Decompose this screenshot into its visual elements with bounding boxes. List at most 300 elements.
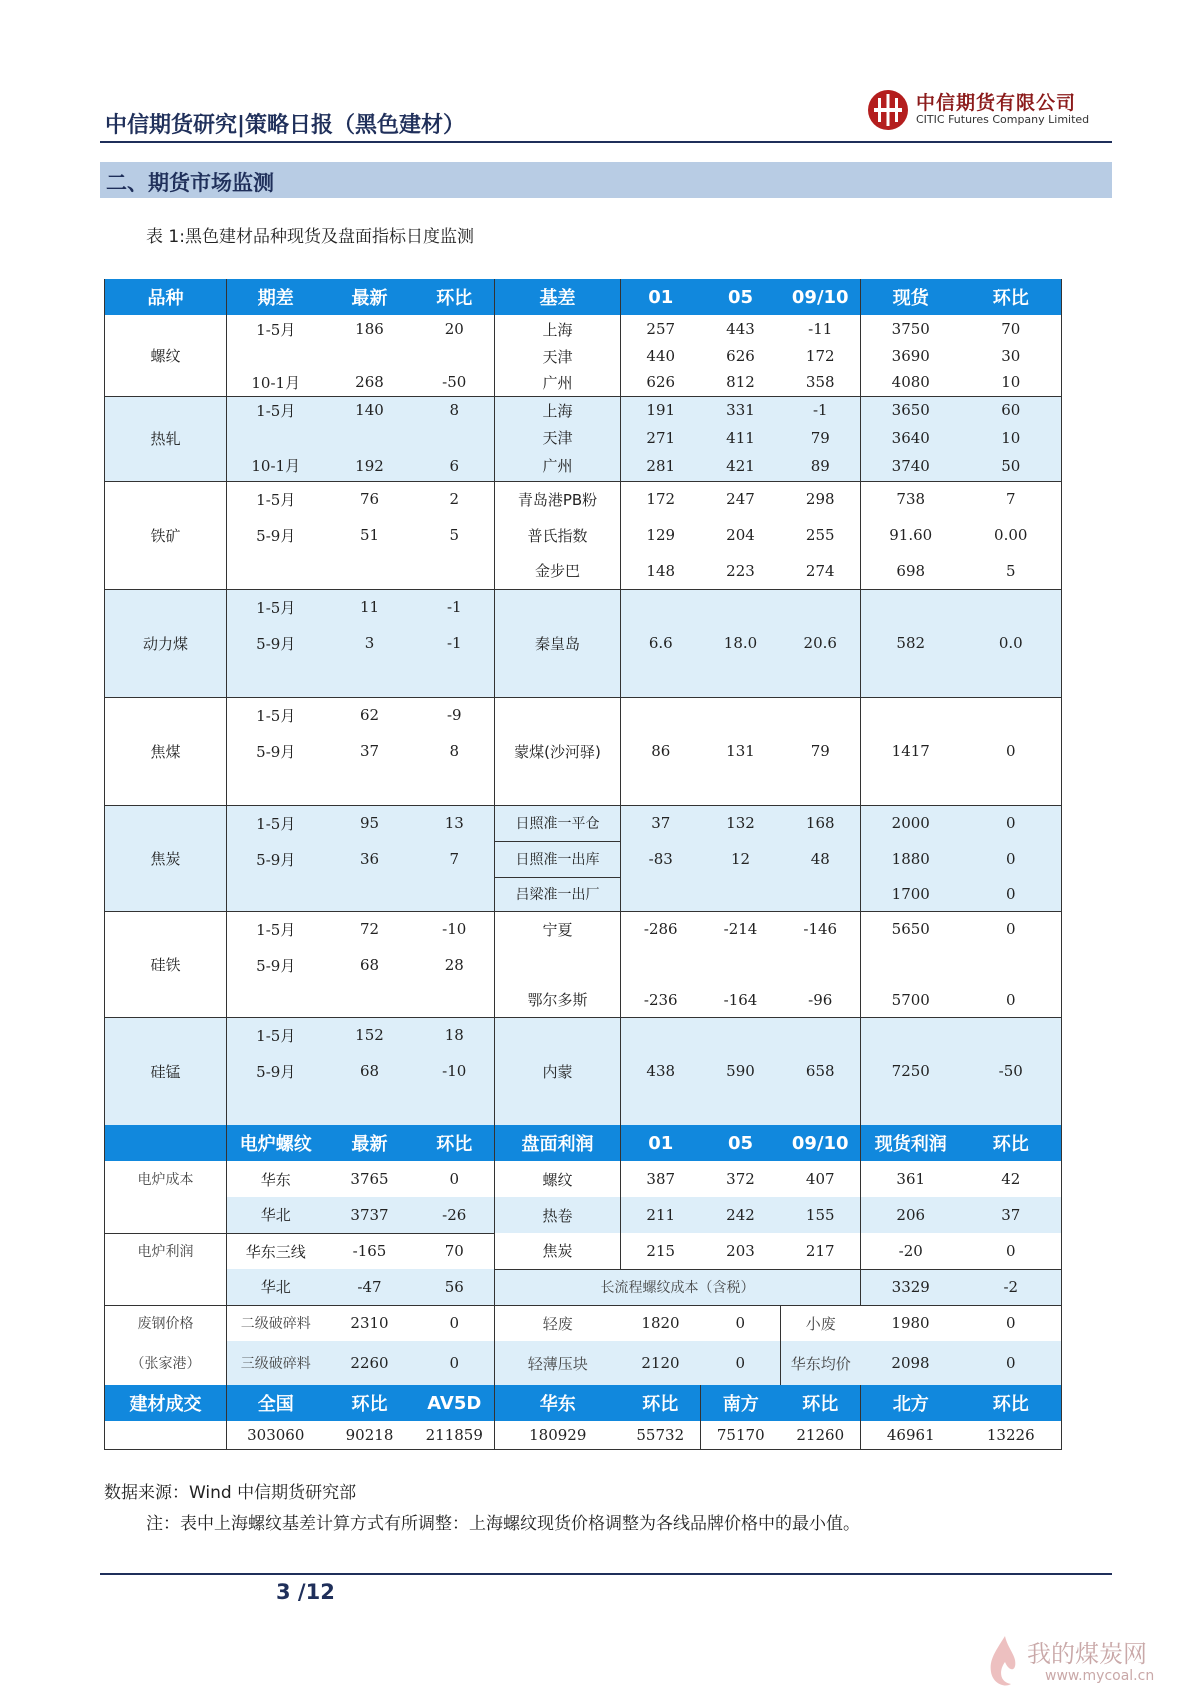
margin-spot: -20 — [861, 1233, 961, 1269]
spread-latest — [325, 424, 415, 451]
table-row — [105, 1233, 1062, 1269]
basis-0910: -1 — [781, 396, 861, 424]
table-row — [105, 1197, 1062, 1233]
header-basis: 基差 — [495, 279, 621, 315]
basis-01: 271 — [646, 428, 676, 447]
margin-0910: 155 — [781, 1197, 861, 1233]
spread-label: 10-1月 — [227, 369, 325, 396]
scrap-change: 0 — [961, 1341, 1062, 1385]
spread-latest: 36 — [359, 850, 380, 868]
table-note: 注：表中上海螺纹基差计算方式有所调整：上海螺纹现货价格调整为各线品牌价格中的最小值。 — [146, 1514, 860, 1534]
variety-hrc: 热轧 — [105, 396, 227, 481]
trade-values-row — [105, 1421, 1062, 1449]
spread-label: 1-5月 — [256, 320, 296, 339]
basis-0910: -146 — [781, 911, 861, 947]
spot-change: 0 — [961, 877, 1062, 911]
scrap-price: 2120 — [641, 1354, 680, 1372]
header-spot: 现货 — [861, 279, 961, 315]
table-row — [105, 911, 1062, 947]
spread-change: 20 — [415, 315, 495, 343]
basis-location — [495, 947, 621, 983]
eaf-change: 70 — [415, 1233, 495, 1269]
spot-change: 70 — [961, 315, 1062, 343]
spread-change: -50 — [415, 369, 495, 396]
spread-change: 7 — [415, 841, 495, 877]
variety-ferrosilicon: 硅铁 — [105, 911, 227, 1017]
margin-05: 242 — [726, 1206, 755, 1224]
scrap-price: 2260 — [350, 1354, 389, 1372]
spread-latest — [325, 983, 415, 1017]
eaf-cost-blank — [105, 1197, 227, 1233]
spread-label: 5-9月 — [256, 1062, 296, 1081]
spread-change — [415, 553, 495, 589]
margin-spot: 206 — [896, 1206, 926, 1224]
trade-east: 180929 — [495, 1421, 621, 1449]
spread-latest: 140 — [355, 401, 384, 420]
header2-spot-change: 环比 — [961, 1125, 1062, 1161]
basis-location: 秦皇岛 — [495, 589, 621, 697]
basis-location: 日照准一平仓 — [495, 805, 621, 841]
long-process-change: -2 — [961, 1269, 1062, 1305]
spread-latest — [325, 769, 415, 805]
eaf-latest: 3765 — [350, 1170, 389, 1188]
basis-05: 204 — [726, 526, 755, 544]
spot-price: 738 — [896, 490, 926, 509]
basis-0910: 168 — [781, 805, 861, 841]
basis-05 — [701, 877, 781, 911]
table-row — [105, 589, 1062, 625]
basis-01 — [621, 947, 701, 983]
spread-label — [227, 661, 325, 697]
table-row — [105, 805, 1062, 841]
variety-silicomanganese: 硅锰 — [105, 1017, 227, 1125]
spot-change: 10 — [961, 369, 1062, 396]
scrap-change: 0 — [415, 1305, 495, 1341]
header-rule — [100, 141, 1112, 143]
trade-chg3: 21260 — [781, 1421, 861, 1449]
basis-01: 6.6 — [621, 589, 701, 697]
basis-0910: 79 — [781, 424, 861, 451]
variety-coke: 焦炭 — [105, 805, 227, 911]
basis-05: 331 — [726, 401, 755, 420]
header2-latest: 最新 — [325, 1125, 415, 1161]
margin-name: 焦炭 — [495, 1233, 621, 1269]
basis-location: 金步巴 — [495, 553, 621, 589]
basis-0910: 172 — [781, 343, 861, 369]
spread-latest: 152 — [355, 1026, 384, 1045]
eaf-latest: -165 — [352, 1242, 387, 1261]
spot-price: 1700 — [861, 877, 961, 911]
scrap-change: 0 — [701, 1305, 781, 1341]
eaf-region: 华北 — [227, 1269, 325, 1305]
spread-latest — [325, 661, 415, 697]
table-row — [105, 369, 1062, 396]
basis-0910: 89 — [781, 451, 861, 481]
basis-01: 37 — [651, 814, 671, 833]
spot-price: 1417 — [861, 697, 961, 805]
spread-label: 1-5月 — [256, 490, 296, 509]
variety-coking-coal: 焦煤 — [105, 697, 227, 805]
table-row — [105, 841, 1062, 877]
basis-05: 131 — [701, 697, 781, 805]
scrap-price: 1820 — [641, 1314, 680, 1333]
basis-01: 148 — [621, 553, 701, 589]
trade-av5d: 211859 — [415, 1421, 495, 1449]
spread-latest — [325, 343, 415, 369]
trade-chg4-header: 环比 — [961, 1385, 1062, 1421]
basis-0910: 298 — [781, 481, 861, 517]
trade-chg3-header: 环比 — [781, 1385, 861, 1421]
header2-profit: 盘面利润 — [495, 1125, 621, 1161]
table-row — [105, 451, 1062, 481]
basis-0910: 658 — [781, 1017, 861, 1125]
basis-05: 590 — [726, 1062, 755, 1081]
basis-0910: 274 — [781, 553, 861, 589]
trade-chg4: 13226 — [961, 1421, 1062, 1449]
spread-change — [415, 769, 495, 805]
eaf-region: 华北 — [227, 1197, 325, 1233]
table-row — [105, 1341, 1062, 1385]
table-row — [105, 315, 1062, 343]
table-row — [105, 697, 1062, 733]
header-spot-change: 环比 — [961, 279, 1062, 315]
eaf-profit-blank — [105, 1269, 227, 1305]
trade-label: 建材成交 — [105, 1385, 227, 1421]
basis-location: 天津 — [495, 424, 621, 451]
citic-logo-icon — [866, 88, 910, 132]
basis-location: 上海 — [495, 315, 621, 343]
spread-change — [415, 424, 495, 451]
table-header-row-2 — [105, 1125, 1062, 1161]
spot-change: 60 — [961, 396, 1062, 424]
table-row — [105, 1305, 1062, 1341]
spot-change: 0 — [961, 805, 1062, 841]
basis-05: 247 — [726, 490, 755, 509]
spread-change — [415, 983, 495, 1017]
table-row — [105, 983, 1062, 1017]
basis-location: 日照准一出库 — [495, 841, 621, 877]
spread-label — [227, 769, 325, 805]
basis-0910: -11 — [781, 315, 861, 343]
watermark-text: 我的煤炭网 — [1027, 1640, 1147, 1668]
table-row — [105, 396, 1062, 424]
scrap-change: 0 — [701, 1341, 781, 1385]
spread-latest — [325, 1089, 415, 1125]
trade-blank — [105, 1421, 227, 1449]
margin-name: 螺纹 — [495, 1161, 621, 1197]
basis-01: 438 — [646, 1062, 676, 1081]
spread-change: 2 — [415, 481, 495, 517]
flame-logo-icon — [975, 1632, 1035, 1692]
spot-change: -50 — [961, 1017, 1062, 1125]
spread-change: -1 — [415, 625, 495, 661]
spread-change: 8 — [415, 733, 495, 769]
spread-change: -9 — [415, 697, 495, 733]
spot-price: 698 — [861, 553, 961, 589]
margin-0910: 407 — [781, 1161, 861, 1197]
spot-price: 5700 — [861, 983, 961, 1017]
spread-change: -10 — [415, 911, 495, 947]
trade-av5d-header: AV5D — [415, 1385, 495, 1421]
scrap-grade: 轻废 — [542, 1314, 573, 1333]
spread-latest: 37 — [359, 742, 380, 760]
header2-blank — [105, 1125, 227, 1161]
spread-change — [415, 877, 495, 911]
margin-change: 37 — [961, 1197, 1062, 1233]
margin-change: 0 — [961, 1233, 1062, 1269]
trade-south: 75170 — [701, 1421, 781, 1449]
header-05: 05 — [701, 279, 781, 315]
spread-label: 1-5月 — [256, 1026, 296, 1045]
basis-0910: -96 — [781, 983, 861, 1017]
scrap-grade: 二级破碎料 — [240, 1316, 311, 1333]
scrap-grade: 华东均价 — [790, 1354, 851, 1373]
basis-0910: 79 — [781, 697, 861, 805]
basis-location: 上海 — [495, 396, 621, 424]
spread-change: 13 — [415, 805, 495, 841]
basis-05: 626 — [726, 347, 755, 365]
spot-change: 5 — [961, 553, 1062, 589]
spread-change: 5 — [415, 517, 495, 553]
basis-0910: 48 — [781, 841, 861, 877]
spread-latest: 76 — [359, 490, 380, 509]
basis-01: 440 — [646, 347, 676, 365]
spread-change: -1 — [415, 589, 495, 625]
basis-05 — [701, 947, 781, 983]
margin-01: 387 — [646, 1170, 676, 1188]
spread-label: 5-9月 — [256, 850, 296, 869]
basis-05: 411 — [726, 428, 755, 447]
spread-latest: 11 — [359, 598, 380, 617]
margin-spot: 361 — [896, 1170, 926, 1188]
eaf-region: 华东 — [260, 1170, 291, 1189]
table-row — [105, 877, 1062, 911]
variety-iron-ore: 铁矿 — [105, 481, 227, 589]
basis-05: 132 — [726, 814, 755, 833]
basis-0910 — [781, 947, 861, 983]
scrap-change: 0 — [961, 1305, 1062, 1341]
trade-south-header: 南方 — [701, 1385, 781, 1421]
spread-latest: 268 — [325, 369, 415, 396]
margin-name: 热卷 — [495, 1197, 621, 1233]
basis-01: 257 — [646, 320, 676, 338]
header-change: 环比 — [415, 279, 495, 315]
basis-0910: 20.6 — [781, 589, 861, 697]
spread-label: 1-5月 — [256, 814, 296, 833]
basis-location: 宁夏 — [495, 911, 621, 947]
spot-change — [961, 947, 1062, 983]
basis-05: 421 — [701, 451, 781, 481]
eaf-latest: -47 — [325, 1269, 415, 1305]
spread-latest: 68 — [359, 956, 380, 974]
spread-label: 1-5月 — [256, 706, 296, 725]
eaf-region: 华东三线 — [245, 1242, 306, 1261]
scrap-location: （张家港） — [105, 1341, 227, 1385]
spread-latest — [325, 877, 415, 911]
spread-label: 5-9月 — [256, 956, 296, 975]
basis-05: -164 — [701, 983, 781, 1017]
basis-location: 蒙煤(沙河驿) — [495, 697, 621, 805]
eaf-profit-label: 电炉利润 — [105, 1233, 227, 1269]
scrap-change: 0 — [415, 1341, 495, 1385]
spread-label: 1-5月 — [256, 401, 296, 420]
scrap-label: 废钢价格 — [105, 1305, 227, 1341]
table-header-row — [105, 279, 1062, 315]
spread-latest: 186 — [355, 320, 384, 338]
spot-price: 91.60 — [889, 526, 933, 544]
table-row — [105, 424, 1062, 451]
trade-national: 303060 — [227, 1421, 325, 1449]
spread-label: 1-5月 — [256, 920, 296, 939]
long-process-cost: 3329 — [861, 1269, 961, 1305]
header2-eaf: 电炉螺纹 — [227, 1125, 325, 1161]
variety-thermal-coal: 动力煤 — [105, 589, 227, 697]
margin-01: 211 — [646, 1206, 676, 1224]
header2-spot-profit: 现货利润 — [861, 1125, 961, 1161]
table-caption: 表 1:黑色建材品种现货及盘面指标日度监测 — [146, 227, 474, 247]
basis-01: -286 — [643, 920, 678, 939]
trade-north-header: 北方 — [861, 1385, 961, 1421]
scrap-grade: 轻薄压块 — [527, 1354, 588, 1373]
spot-change: 0.0 — [961, 589, 1062, 697]
spread-latest: 51 — [359, 526, 380, 544]
spot-price: 7250 — [891, 1062, 930, 1081]
spread-change — [415, 343, 495, 369]
spread-latest — [325, 553, 415, 589]
eaf-change: 56 — [415, 1269, 495, 1305]
watermark-url: www.mycoal.cn — [1045, 1668, 1155, 1684]
spot-price — [861, 947, 961, 983]
spread-label: 10-1月 — [227, 451, 325, 481]
basis-01: 86 — [621, 697, 701, 805]
basis-05: 812 — [701, 369, 781, 396]
spread-change: 6 — [415, 451, 495, 481]
trade-chg1: 90218 — [325, 1421, 415, 1449]
spread-latest: 72 — [359, 920, 380, 939]
basis-01: 191 — [646, 401, 676, 420]
basis-location: 鄂尔多斯 — [495, 983, 621, 1017]
eaf-cost-label: 电炉成本 — [105, 1161, 227, 1197]
scrap-price: 2310 — [350, 1314, 389, 1333]
table-row — [105, 343, 1062, 369]
spot-change: 30 — [961, 343, 1062, 369]
spot-price: 582 — [861, 589, 961, 697]
spread-label: 5-9月 — [256, 742, 296, 761]
scrap-grade: 三级破碎料 — [240, 1356, 311, 1372]
basis-05: 18.0 — [701, 589, 781, 697]
eaf-change: -26 — [415, 1197, 495, 1233]
spread-change — [415, 661, 495, 697]
spread-label: 5-9月 — [256, 526, 296, 545]
spot-price: 3750 — [891, 320, 930, 338]
watermark — [975, 1632, 1195, 1692]
spread-change — [415, 1089, 495, 1125]
table-row — [105, 553, 1062, 589]
margin-0910: 217 — [781, 1233, 861, 1269]
spread-change: 18 — [415, 1017, 495, 1053]
eaf-latest: 3737 — [325, 1197, 415, 1233]
spot-price: 5650 — [891, 920, 930, 939]
trade-header-row — [105, 1385, 1062, 1421]
spot-change: 0.00 — [961, 517, 1062, 553]
spread-latest: 3 — [364, 634, 375, 652]
table-row — [105, 481, 1062, 517]
page-number: 3 /12 — [276, 1580, 335, 1604]
spread-label — [227, 983, 325, 1017]
footer-rule — [100, 1573, 1112, 1575]
spread-latest: 95 — [359, 814, 380, 833]
basis-01: -83 — [648, 850, 673, 868]
basis-location: 广州 — [495, 369, 621, 396]
basis-0910: 255 — [781, 517, 861, 553]
basis-location: 吕梁准一出厂 — [495, 877, 621, 911]
scrap-price: 1980 — [891, 1314, 930, 1333]
basis-location: 青岛港PB粉 — [495, 481, 621, 517]
spot-change: 0 — [961, 841, 1062, 877]
basis-location: 普氏指数 — [495, 517, 621, 553]
monitor-table — [104, 279, 1062, 1450]
header-0910: 09/10 — [781, 279, 861, 315]
basis-05: 223 — [701, 553, 781, 589]
company-logo — [866, 86, 1111, 134]
spot-price: 3740 — [861, 451, 961, 481]
spread-latest: 192 — [325, 451, 415, 481]
logo-english-name: CITIC Futures Company Limited — [916, 113, 1090, 126]
basis-01 — [621, 877, 701, 911]
header2-0910: 09/10 — [781, 1125, 861, 1161]
header-variety: 品种 — [105, 279, 227, 315]
spread-label: 5-9月 — [256, 634, 296, 653]
margin-01: 215 — [621, 1233, 701, 1269]
trade-chg1-header: 环比 — [325, 1385, 415, 1421]
spread-change: 8 — [415, 396, 495, 424]
table-row — [105, 517, 1062, 553]
header-01: 01 — [621, 279, 701, 315]
section-bar — [100, 162, 1112, 198]
margin-change: 42 — [961, 1161, 1062, 1197]
basis-location: 天津 — [495, 343, 621, 369]
long-process-cost-label: 长流程螺纹成本（含税） — [495, 1269, 861, 1305]
scrap-grade: 小废 — [805, 1314, 836, 1333]
basis-location: 内蒙 — [495, 1017, 621, 1125]
basis-05: 443 — [726, 320, 755, 338]
trade-chg2-header: 环比 — [621, 1385, 701, 1421]
spread-change: -10 — [415, 1053, 495, 1089]
header-latest: 最新 — [325, 279, 415, 315]
table-row — [105, 1017, 1062, 1053]
basis-0910: 358 — [781, 369, 861, 396]
spread-label — [227, 424, 325, 451]
spot-change: 10 — [961, 424, 1062, 451]
table-row — [105, 1269, 1062, 1305]
variety-rebar: 螺纹 — [105, 315, 227, 396]
spot-price: 3650 — [891, 401, 930, 420]
spread-label — [227, 343, 325, 369]
spread-label — [227, 877, 325, 911]
eaf-change: 0 — [415, 1161, 495, 1197]
data-source: 数据来源：Wind 中信期货研究部 — [104, 1483, 357, 1503]
spot-price: 3690 — [891, 347, 930, 365]
header2-05: 05 — [701, 1125, 781, 1161]
spot-change: 50 — [961, 451, 1062, 481]
basis-05: 12 — [730, 850, 751, 868]
trade-chg2: 55732 — [621, 1421, 701, 1449]
header-spread: 期差 — [227, 279, 325, 315]
spot-price: 4080 — [861, 369, 961, 396]
report-title: 中信期货研究|策略日报（黑色建材） — [105, 113, 466, 138]
margin-05: 203 — [701, 1233, 781, 1269]
spread-latest: 62 — [359, 706, 380, 725]
